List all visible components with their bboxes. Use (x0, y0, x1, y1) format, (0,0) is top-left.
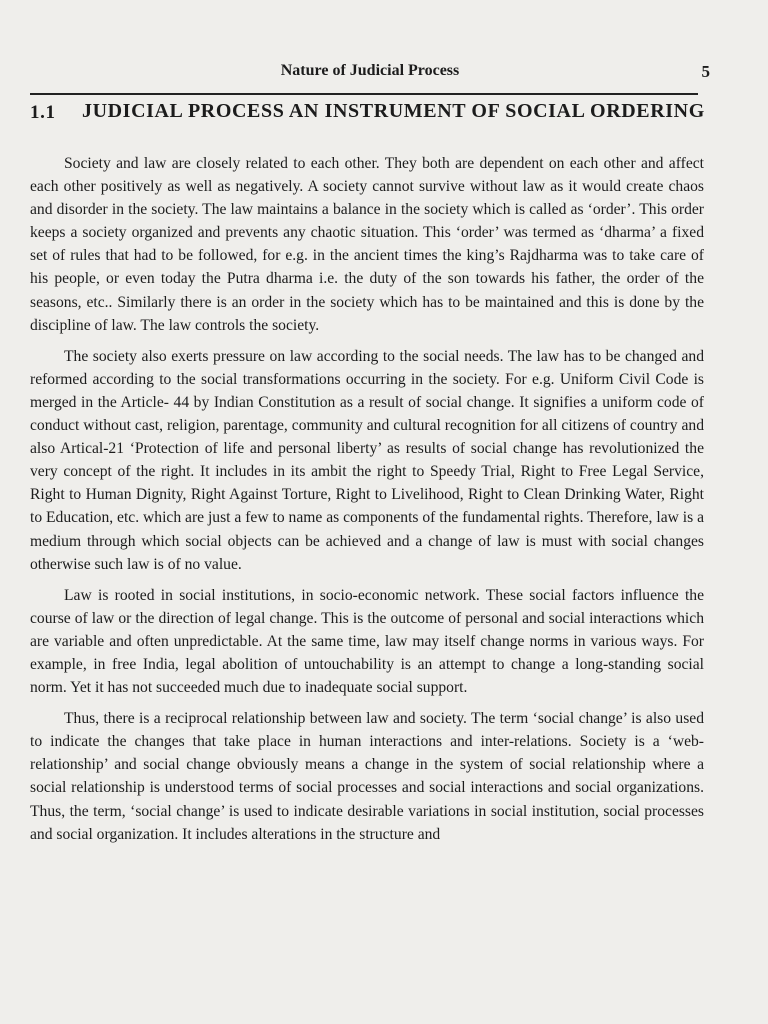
running-title: Nature of Judicial Process (280, 62, 460, 79)
paragraph: Society and law are closely related to each other. They both are dependent on each other and affect each other positively as well as negatively. A society cannot survive without law as it would create chaos and disorder in the society. The law maintains a balance in the society which is called as ‘order’. This order keeps a society organized and prevents any chaotic situation. This ‘order’ was termed as ‘dharma’ a fixed set of rules that had to be followed, for e.g. in the ancient times the king’s Rajdharma was to take care of his people, or even today the Putra dharma i.e. the duty of the son towards his father, the order of the seasons, etc.. Similarly there is an order in the society which has to be maintained and this is done by the discipline of law. The law controls the society. (30, 155, 704, 334)
page-number: 5 (701, 62, 710, 81)
section-heading (30, 100, 710, 122)
paragraph: Thus, there is a reciprocal relationship between law and society. The term ‘social change’ is also used to indicate the changes that take place in human interactions and inter-relations. Society is a ‘web-relationship’ and social change obviously means a change in the system of social relationship where a social relationship is understood terms of social processes and social interactions and social organizations. Thus, the term, ‘social change’ is used to indicate desirable variations in social institution, social processes and social organization. It includes alterations in the structure and (30, 710, 704, 843)
paragraph: Law is rooted in social institutions, in socio-economic network. These social factors influence the course of law or the direction of legal change. This is the outcome of personal and social interactions which are variable and often unpredictable. At the same time, law may itself change norms in various ways. For example, in free India, legal abolition of untouchability is an attempt to change a long-standing social norm. Yet it has not succeeded much due to inadequate social support. (30, 586, 704, 697)
running-header (30, 62, 710, 86)
section-title: JUDICIAL PROCESS AN INSTRUMENT OF SOCIAL ORDERING (82, 100, 705, 122)
section-number: 1.1 (30, 102, 56, 123)
body-text (30, 152, 704, 854)
header-rule (30, 93, 698, 95)
paragraph: The society also exerts pressure on law according to the social needs. The law has to be changed and reformed according to the social transformations occurring in the society. For e.g. Uniform Civil Code is merged in the Article- 44 by Indian Constitution as a result of social change. It signifies a uniform code of conduct without cast, religion, parentage, community and cultural recognition for all citizens of country and also Artical-21 ‘Protection of life and personal liberty’ as results of social change has revolutionized the very concept of the right. It includes in its ambit the right to Speedy Trial, Right to Free Legal Service, Right to Human Dignity, Right Against Torture, Right to Livelihood, Right to Clean Drinking Water, Right to Education, etc. which are just a few to name as components of the fundamental rights. Therefore, law is a medium through which social objects can be achieved and a change of law is must with social changes otherwise such law is of no value. (30, 347, 704, 573)
